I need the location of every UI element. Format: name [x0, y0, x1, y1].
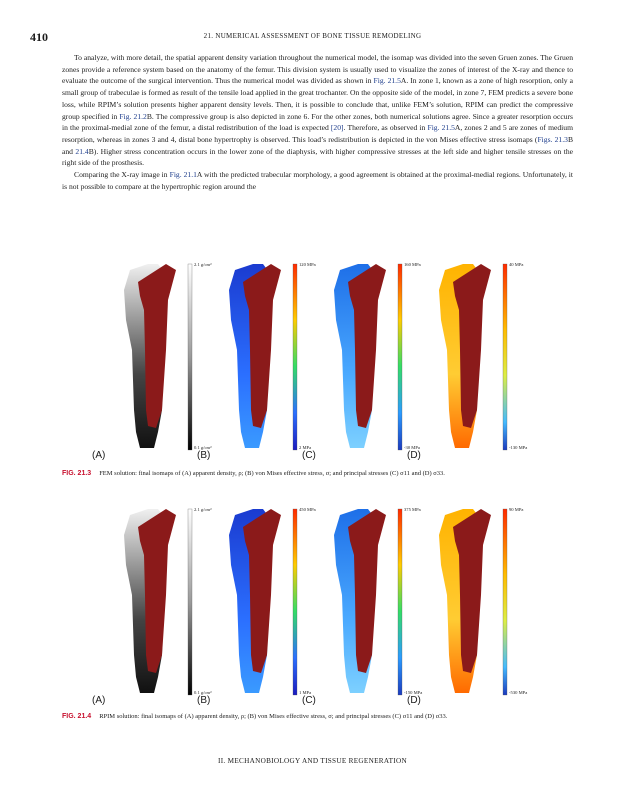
isomap-image — [318, 503, 423, 703]
text-run: A. In zone 1, known as a zone of high resorption, only a small group of trabeculae is formed as result of the tensile load applied in the great trochanter. On the opposite side of the model, in zone 7, FEM predicts a severe bone loss, while RPIM’s solution presents higher apparent density levels. Then, it is possible to conclude that, unlike FEM’s solution, RPIM can predict the compressive group specified in — [62, 76, 573, 121]
caption-text: RPIM solution: final isomaps of (A) apparent density, ρ; (B) von Mises effective stress, σ; and principal stresses (C) σ11 and (D) σ33. — [99, 713, 448, 720]
chapter-title: 21. NUMERICAL ASSESSMENT OF BONE TISSUE REMODELING — [203, 32, 422, 40]
panel-label: (C) — [302, 695, 316, 706]
scale-max-label: 40 MPa — [509, 262, 524, 267]
text-run: A with the predicted trabecular morphology, a good agreement is obtained at the proximal-medial regions. Unfortunately, it is not possible to compare at the hypertrophic region around the — [62, 170, 573, 191]
panel-label: (B) — [197, 695, 211, 706]
reference-link[interactable]: Fig. 21.1 — [169, 170, 197, 180]
isomap-image — [108, 503, 213, 703]
caption-label: FIG. 21.3 — [62, 470, 92, 477]
caption-text: FEM solution: final isomaps of (A) apparent density, ρ; (B) von Mises effective stress, σ; and principal stresses (C) σ11 and (D) σ33. — [99, 470, 445, 477]
scale-max-label: 375 MPa — [404, 507, 421, 512]
color-scale-bar — [503, 509, 507, 695]
body-text — [62, 52, 573, 192]
isomap-image — [423, 503, 528, 703]
isomap-image — [108, 258, 213, 458]
scale-max-label: 90 MPa — [509, 507, 524, 512]
text-run: Comparing the X-ray image in — [74, 170, 170, 180]
color-scale-bar — [503, 264, 507, 450]
page-number: 410 — [30, 30, 48, 44]
reference-link[interactable]: Fig. 21.2 — [119, 111, 147, 121]
color-scale-bar — [293, 264, 297, 450]
figure-21-4-caption — [62, 713, 582, 720]
isomap-panel — [92, 258, 213, 461]
scale-min-label: -150 MPa — [404, 690, 423, 695]
scale-min-label: 2 MPa — [299, 445, 312, 450]
scale-max-label: 160 MPa — [404, 262, 421, 267]
text-run: . Therefore, as observed in — [343, 123, 428, 133]
panel-label: (A) — [92, 695, 106, 706]
isomap-image — [213, 503, 318, 703]
isomap-image — [423, 258, 528, 458]
reference-link[interactable]: Figs. 21.3 — [537, 134, 568, 144]
color-scale-bar — [293, 509, 297, 695]
reference-link[interactable]: 21.4 — [75, 146, 89, 156]
scale-min-label: 0.1 g/cm³ — [194, 445, 212, 450]
scale-min-label: -30 MPa — [404, 445, 420, 450]
text-run: A, zones 2 and 5 are zones of medium resorption, whereas in zones 3 and 4, distal bone hypertrophy is observed. This load’s redistribution is depicted in the von Mises effective stress isomaps ( — [62, 123, 573, 144]
isomap-panel — [92, 503, 213, 706]
figure-21-3-caption — [62, 470, 582, 477]
color-scale-bar — [398, 264, 402, 450]
figure-21-3 — [92, 258, 528, 470]
isomap-image — [213, 258, 318, 458]
panel-label: (D) — [407, 450, 421, 461]
scale-min-label: -130 MPa — [509, 445, 528, 450]
text-run: B). Higher stress concentration occurs in the lower zone of the diaphysis, with higher compressive stresses at the left side and higher tensile stresses on the right side of the prosthesis. — [62, 146, 573, 168]
panel-label: (B) — [197, 450, 211, 461]
scale-min-label: 0.1 g/cm³ — [194, 690, 212, 695]
scale-max-label: 120 MPa — [299, 262, 316, 267]
panel-label: (A) — [92, 450, 106, 461]
paragraph-2 — [62, 169, 573, 192]
figure-21-4 — [92, 503, 528, 713]
color-scale-bar — [188, 264, 192, 450]
isomap-image — [318, 258, 423, 458]
page-footer: II. MECHANOBIOLOGY AND TISSUE REGENERATION — [218, 757, 407, 765]
color-scale-bar — [398, 509, 402, 695]
text-run: To analyze, with more detail, the spatial apparent density variation throughout the numerical model, the isomap was divided into the seven Gruen zones. The Gruen zones provide a reference system based on the anatomy of the femur. This division system is usually used to visualize the zones of interest of the X-ray and thence to evaluate the outcome of the surgical intervention. Thus the numerical model was divided as shown in — [62, 53, 573, 86]
color-scale-bar — [188, 509, 192, 695]
page-header — [30, 30, 595, 44]
scale-min-label: 1 MPa — [299, 690, 312, 695]
text-run: B and — [62, 134, 574, 156]
reference-link[interactable]: Fig. 21.5 — [427, 123, 455, 133]
text-run: B. The compressive group is also depicted in zone 6. For the other zones, both numerical solutions agree. Since a greater resorption occurs in the proximal-medial zone of the femur, a distal redistribution of the load is expected — [62, 111, 573, 133]
scale-max-label: 2.1 g/cm³ — [194, 262, 212, 267]
paragraph-1 — [62, 52, 573, 169]
panel-label: (C) — [302, 450, 316, 461]
scale-min-label: -530 MPa — [509, 690, 528, 695]
panel-label: (D) — [407, 695, 421, 706]
scale-max-label: 2.1 g/cm³ — [194, 507, 212, 512]
caption-label: FIG. 21.4 — [62, 713, 92, 720]
scale-max-label: 450 MPa — [299, 507, 316, 512]
reference-link[interactable]: [20] — [330, 123, 344, 133]
reference-link[interactable]: Fig. 21.5 — [373, 76, 401, 86]
